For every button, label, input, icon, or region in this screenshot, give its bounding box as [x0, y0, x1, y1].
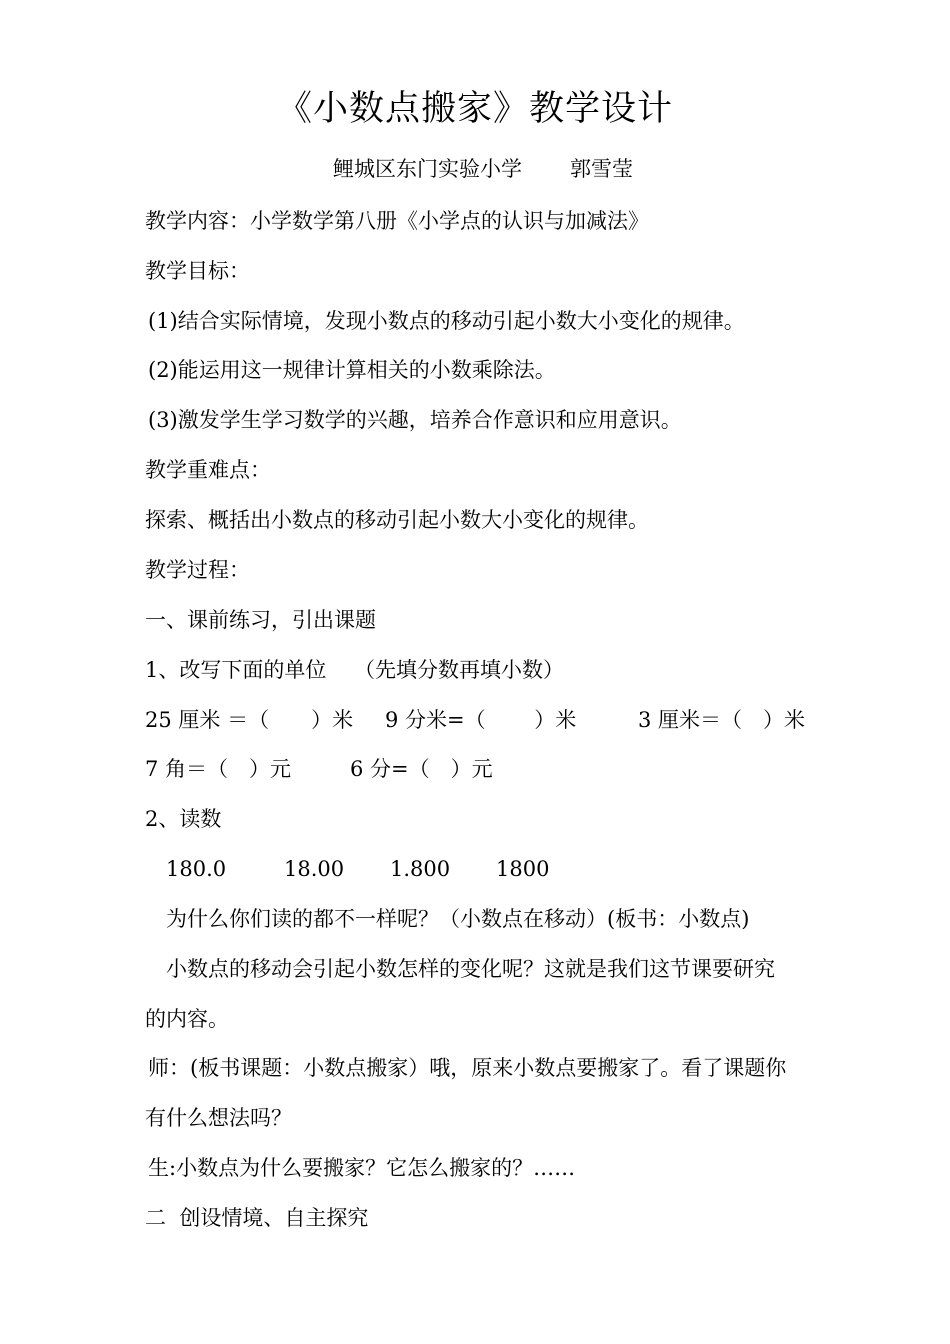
goal-item-2: (2)能运用这一规律计算相关的小数乘除法。: [148, 358, 556, 382]
exercise-1-heading: 1、改写下面的单位 （先填分数再填小数）: [145, 658, 565, 682]
paragraph-question-1: 为什么你们读的都不一样呢？（小数点在移动）(板书：小数点): [166, 907, 750, 931]
paragraph-student: 生:小数点为什么要搬家？它怎么搬家的？……: [148, 1156, 576, 1180]
exercise-2-heading: 2、读数: [145, 807, 222, 831]
document-title: 《小数点搬家》教学设计: [276, 89, 673, 129]
process-heading: 教学过程：: [145, 558, 250, 582]
teaching-content: 教学内容：小学数学第八册《小学点的认识与加减法》: [145, 209, 649, 233]
author-line: [333, 154, 633, 184]
section-heading-1: 一、课前练习，引出课题: [145, 608, 376, 632]
goal-item-3: (3)激发学生学习数学的兴趣，培养合作意识和应用意识。: [148, 408, 682, 432]
section-heading-2: 二 创设情境、自主探究: [145, 1206, 369, 1230]
paragraph-question-2-cont: 的内容。: [145, 1007, 229, 1031]
key-points-heading: 教学重难点：: [145, 458, 271, 482]
teaching-goals-heading: 教学目标：: [145, 259, 250, 283]
paragraph-teacher: 师：(板书课题：小数点搬家）哦，原来小数点要搬家了。看了课题你: [148, 1056, 787, 1080]
key-points-text: 探索、概括出小数点的移动引起小数大小变化的规律。: [145, 508, 649, 532]
number-item: 1.800: [390, 857, 451, 881]
author-name: 郭雪莹: [570, 157, 633, 181]
paragraph-question-2: 小数点的移动会引起小数怎样的变化呢？这就是我们这节课要研究: [166, 957, 775, 981]
exercise-1-item: 9 分米=（ ）米: [385, 708, 577, 732]
exercise-1-item: 7 角＝（ ）元: [145, 757, 292, 781]
exercise-1-item: 25 厘米 ＝（ ）米: [145, 708, 354, 732]
number-item: 180.0: [166, 857, 227, 881]
exercise-1-item: 3 厘米＝（ ）米: [638, 708, 806, 732]
paragraph-teacher-cont: 有什么想法吗？: [145, 1106, 292, 1130]
goal-item-1: (1)结合实际情境，发现小数点的移动引起小数大小变化的规律。: [148, 309, 745, 333]
number-item: 18.00: [284, 857, 345, 881]
school-name: 鲤城区东门实验小学: [333, 157, 522, 181]
number-item: 1800: [496, 857, 550, 881]
exercise-1-item: 6 分=（ ）元: [350, 757, 493, 781]
